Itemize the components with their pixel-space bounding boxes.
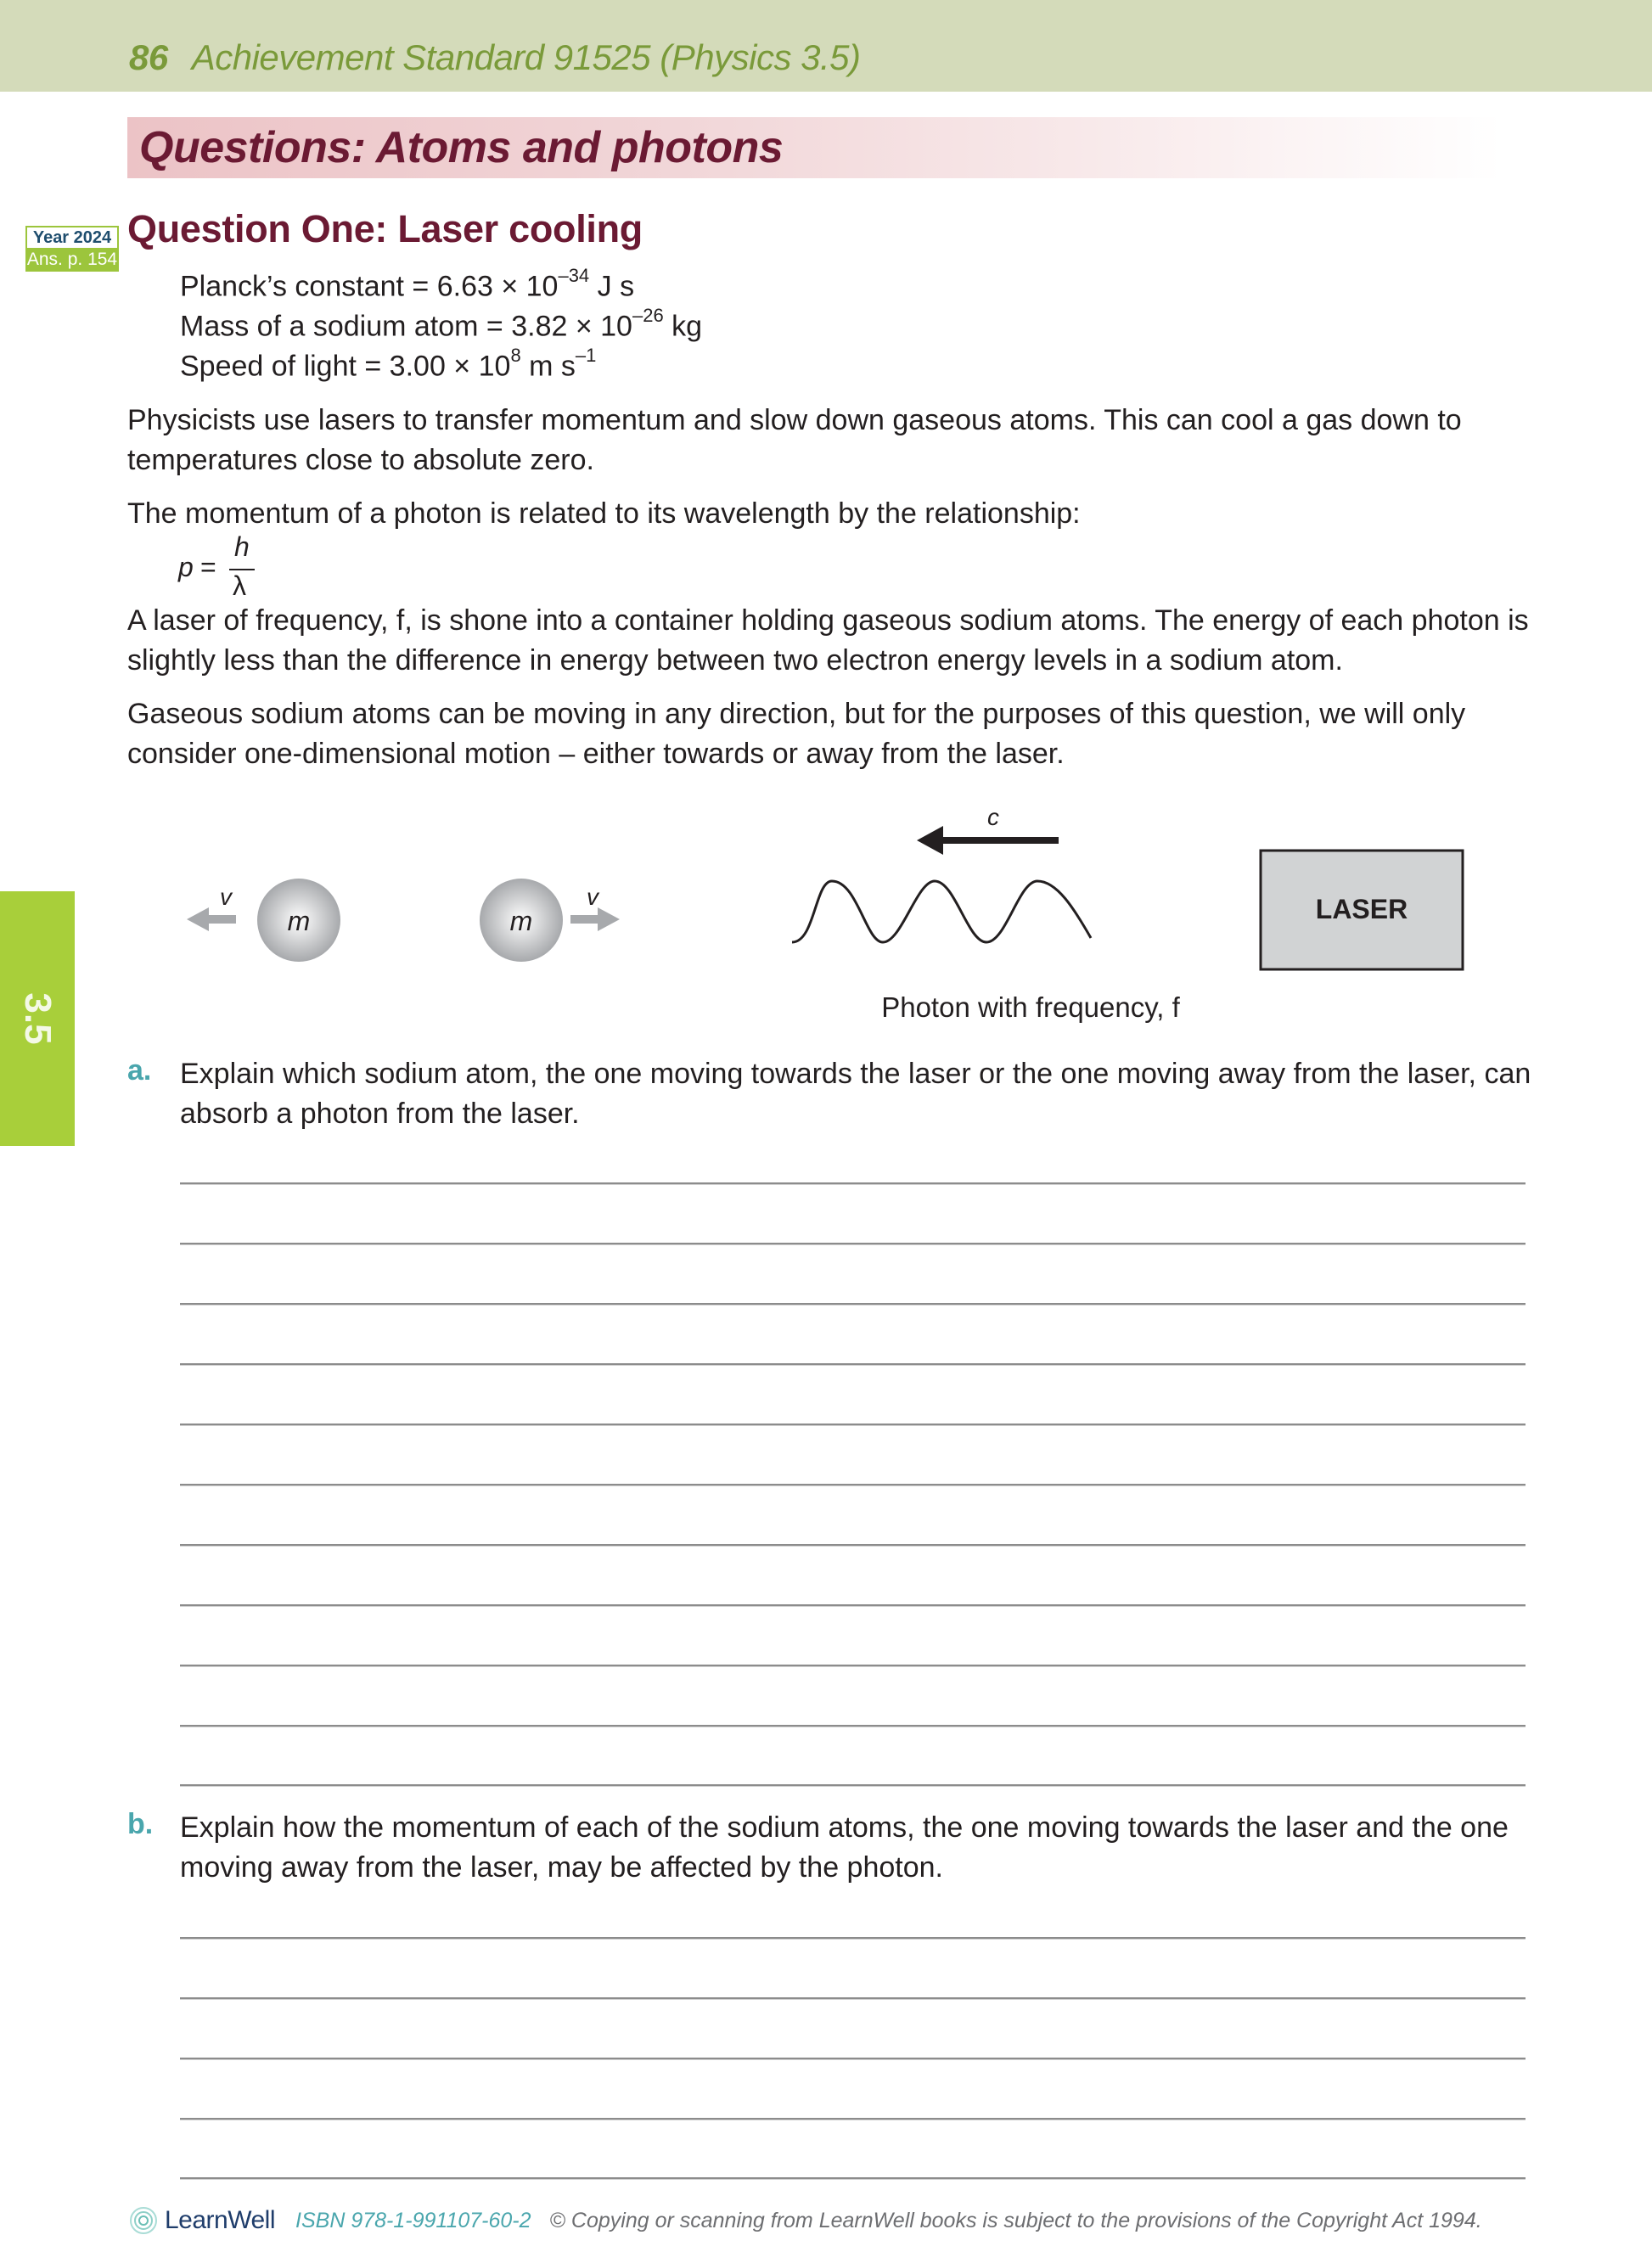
atom-right-mass-label: m <box>509 906 533 936</box>
answer-line[interactable] <box>180 1243 1526 1245</box>
constant-label: Planck’s constant = 6.63 × 10 <box>180 270 559 303</box>
velocity-arrow-right-icon <box>570 907 620 931</box>
answer-line[interactable] <box>180 1303 1526 1306</box>
answer-line[interactable] <box>180 2177 1526 2180</box>
formula-numerator: h <box>234 531 250 562</box>
laser-box <box>1261 851 1463 969</box>
answer-line[interactable] <box>180 2118 1526 2120</box>
footer-copyright: © Copying or scanning from LearnWell books is subject to the provisions of the Copyright Act 1994. <box>549 2208 1482 2232</box>
photon-direction-arrow-icon <box>917 804 1059 855</box>
atom-left-velocity-label: v <box>220 884 232 910</box>
answer-line[interactable] <box>180 2058 1526 2060</box>
photon-wave-icon <box>792 881 1091 942</box>
page-header <box>0 0 1652 92</box>
laser-label: LASER <box>1315 894 1408 924</box>
header-title: Achievement Standard 91525 (Physics 3.5) <box>191 37 861 77</box>
constant-planck <box>180 265 635 303</box>
answer-line[interactable] <box>180 1937 1526 1940</box>
part-a-text: Explain which sodium atom, the one moving towards the laser or the one moving away from the laser, can absorb a photon from the laser. <box>180 1058 1531 1130</box>
answer-line[interactable] <box>180 1604 1526 1607</box>
answer-line[interactable] <box>180 1544 1526 1547</box>
constant-unit: m s <box>520 350 576 383</box>
answer-line[interactable] <box>180 1182 1526 1185</box>
part-b-text: Explain how the momentum of each of the sodium atoms, the one moving towards the laser and the one moving away from the laser, may be affected by the photon. <box>180 1811 1509 1884</box>
answer-line[interactable] <box>180 1997 1526 2000</box>
formula-lhs: p <box>178 552 194 582</box>
laser-cooling-diagram <box>0 789 1652 1044</box>
page-number: 86 <box>129 37 168 77</box>
atom-right <box>480 879 620 962</box>
photon-caption: Photon with frequency, f <box>881 991 1180 1023</box>
badge-answer-page: Ans. p. 154 <box>25 250 119 272</box>
footer-brand: LearnWell <box>165 2206 276 2234</box>
answer-line[interactable] <box>180 1725 1526 1727</box>
atom-left-mass-label: m <box>287 906 311 936</box>
velocity-arrow-left-icon <box>187 907 236 931</box>
constant-speed-of-light <box>180 345 597 383</box>
formula-equals: = <box>200 552 216 582</box>
photon-speed-label: c <box>987 804 999 830</box>
section-title: Questions: Atoms and photons <box>139 123 784 172</box>
momentum-formula <box>178 533 263 603</box>
constant-label: Speed of light = 3.00 × 10 <box>180 350 511 383</box>
answer-line[interactable] <box>180 1665 1526 1667</box>
header-text <box>129 37 861 78</box>
badge-year: Year 2024 <box>25 226 119 250</box>
question-title: Question One: Laser cooling <box>127 207 643 250</box>
constant-sodium-mass <box>180 305 703 343</box>
atom-left <box>187 879 340 962</box>
constant-exponent: –34 <box>558 265 590 286</box>
constant-exponent: 8 <box>510 345 521 366</box>
footer-isbn: ISBN 978-1-991107-60-2 <box>295 2208 531 2232</box>
year-badge <box>25 226 119 272</box>
learnwell-logo-icon <box>129 2206 158 2235</box>
paragraph-intro: Physicists use lasers to transfer momentum and slow down gaseous atoms. This can cool a gas down to temperatures close to absolute zero. <box>127 404 1462 476</box>
page-footer <box>129 2204 1482 2238</box>
constant-exponent: –26 <box>632 305 664 326</box>
paragraph-laser: A laser of frequency, f, is shone into a container holding gaseous sodium atoms. The energy of each photon is slightly less than the difference in energy between two electron energy levels in a sodium atom. <box>127 604 1529 677</box>
constant-unit-exponent: –1 <box>575 345 597 366</box>
constant-unit: J s <box>589 270 635 303</box>
formula-denominator: λ <box>233 570 246 601</box>
answer-line[interactable] <box>180 1363 1526 1366</box>
constant-label: Mass of a sodium atom = 3.82 × 10 <box>180 310 632 343</box>
side-tab-label: 3.5 <box>17 992 59 1045</box>
paragraph-motion: Gaseous sodium atoms can be moving in any direction, but for the purposes of this question, we will only consider one-dimensional motion – either towards or away from the laser. <box>127 698 1466 770</box>
part-b-label: b. <box>127 1808 154 1840</box>
answer-line[interactable] <box>180 1784 1526 1787</box>
answer-line[interactable] <box>180 1424 1526 1426</box>
section-title-bar <box>127 117 1503 178</box>
constant-unit: kg <box>663 310 703 343</box>
part-a-label: a. <box>127 1054 152 1087</box>
atom-right-velocity-label: v <box>587 884 598 910</box>
answer-line[interactable] <box>180 1484 1526 1486</box>
paragraph-momentum: The momentum of a photon is related to its wavelength by the relationship: <box>127 497 1081 530</box>
